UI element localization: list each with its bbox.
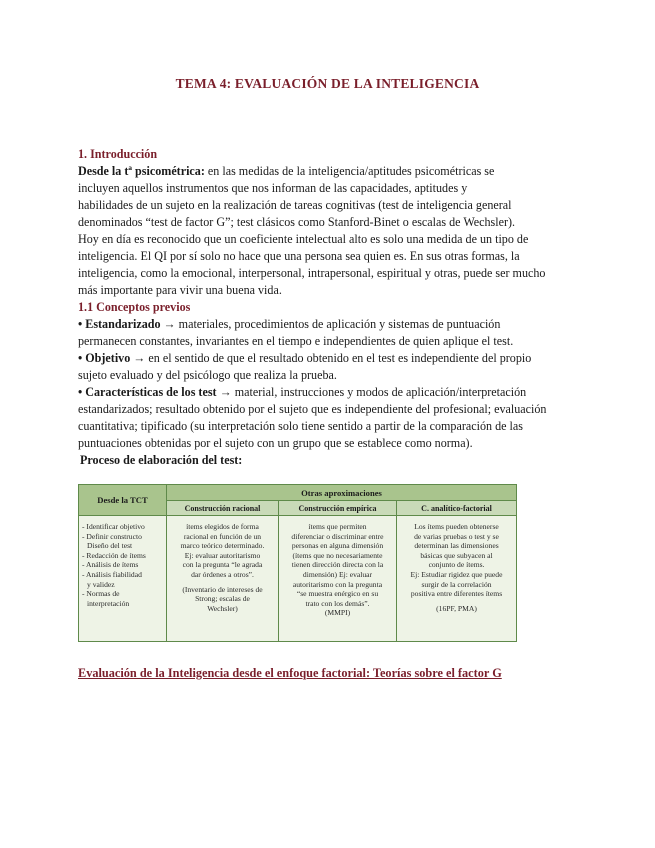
intro-line: Hoy en día es reconocido que un coeficiente intelectual alto es solo una medida de un tipo de [78,232,529,246]
intro-line: incluyen aquellos instrumentos que nos informan de las capacidades, aptitudes y [78,181,468,195]
process-table-figure [78,484,516,642]
cell-line: (MMPI) [324,608,351,618]
bullet-line: sujeto evaluado y del psicólogo que realiza la prueba. [78,368,337,382]
tct-step: - Redacción de ítems [82,550,146,560]
bullet-line: permanecen constantes, invariantes en el tiempo e independientes de quien aplique el test. [78,334,514,348]
cell-line: dar órdenes a otros”. [191,569,254,579]
cell-line: surgir de la correlación [421,579,492,589]
table-cell-tct-steps [79,516,167,642]
cell-line: ítems elegidos de forma [186,522,259,531]
tct-step: - Identificar objetivo [82,522,145,531]
bullet-bold-lead: • Características de los test [78,385,217,399]
bullet-estandarizado [78,316,582,350]
table-header-rational: Construcción racional [167,501,279,516]
tct-step: - Normas de [82,589,120,599]
cell-line: trato con los demás”. [305,598,370,608]
tct-step: - Análisis de ítems [82,560,139,570]
tct-step: interpretación [87,598,130,608]
cell-line: Ej: Estudiar rigidez que puede [410,569,503,579]
intro-line: en las medidas de la inteligencia/aptitudes psicométricas se [204,164,495,178]
table-cell-rational [167,516,279,642]
intro-line: habilidades de un sujeto en la realización de tareas cognitivas (test de inteligencia general [78,198,512,212]
tct-step: Diseño del test [87,541,133,551]
bullet-line: → materiales, procedimientos de aplicación y sistemas de puntuación [160,317,501,331]
process-table [78,484,517,642]
bullet-caracteristicas [78,384,582,452]
cell-line: determinan las dimensiones [414,541,499,551]
bullet-bold-lead: • Estandarizado [78,317,161,331]
bullet-line: → en el sentido de que el resultado obtenido en el test es independiente del propio [130,351,532,365]
tct-step: - Análisis fiabilidad [82,569,142,579]
cell-line: Ej: evaluar autoritarismo [184,550,261,560]
cell-line: conjunto de ítems. [428,560,485,570]
intro-line: denominados “test de factor G”; test clásicos como Stanford-Binet o escalas de Wechsler). [78,215,516,229]
cell-line: personas en alguna dimensión [291,541,384,551]
cell-line: (Inventario de intereses de [182,584,263,594]
cell-line: positiva entre diferentes ítems [410,589,503,599]
bullet-line: → material, instrucciones y modos de aplicación/interpretación [216,385,527,399]
cell-line: marco teórico determinado. [180,541,265,551]
table-header-empirical: Construcción empírica [279,501,397,516]
cell-content [279,516,396,620]
tct-step: y validez [87,579,115,589]
cell-line: con la pregunta “le agrada [182,560,263,570]
cell-content [79,516,166,610]
cell-line: (16PF, PMA) [436,603,477,613]
table-cell-empirical [279,516,397,642]
bullet-objetivo [78,350,582,384]
cell-line: autoritarismo con la pregunta [292,579,383,589]
intro-heading: 1. Introducción [78,147,158,161]
table-header-factorial: C. analítico-factorial [397,501,517,516]
table-header-tct: Desde la TCT [79,485,167,516]
document-body [78,146,582,469]
intro-line: inteligencia, como la emocional, interpersonal, intrapersonal, espiritual y otras, puede ser mucho [78,266,546,280]
cell-line: Los ítems pueden obtenerse [414,522,499,531]
document-title: TEMA 4: EVALUACIÓN DE LA INTELIGENCIA [175,76,480,91]
cell-line: racional en función de un [183,531,262,541]
factorial-section-heading: Evaluación de la Inteligencia desde el enfoque factorial: Teorías sobre el factor G [78,666,502,680]
cell-line: “se muestra enérgico en su [296,589,379,599]
cell-line: Strong; escalas de [195,594,250,604]
cell-line: ítems que permiten [308,522,367,531]
cell-line: básicas que subyacen al [420,550,493,560]
table-cell-factorial [397,516,517,642]
intro-bold-lead: Desde la tª psicométrica: [78,164,205,178]
cell-content [167,516,278,615]
cell-line: diferenciar o discriminar entre [291,531,384,541]
cell-line: tienen dirección directa con la [291,560,384,570]
tct-step: - Definir constructo [82,531,142,541]
cell-content [397,516,516,615]
cell-line: de varias pruebas o test y se [414,531,499,541]
bullet-line: puntuaciones obtenidas por el sujeto con un grupo que se establece como norma). [78,436,473,450]
process-heading: Proceso de elaboración del test: [80,453,243,467]
table-header-other-approaches: Otras aproximaciones [167,485,517,501]
cell-line: dimensión) Ej: evaluar [302,569,373,579]
cell-line: (ítems que no necesariamente [292,550,383,560]
bullet-line: cuantitativa; tipificado (su interpretación solo tiene sentido a partir de la comparación de las [78,419,523,433]
intro-line: inteligencia. El QI por sí solo no hace que una persona sea quien es. En sus otras formas, la [78,249,520,263]
intro-line: más importante para vivir una buena vida. [78,283,282,297]
intro-paragraph [78,163,582,299]
cell-line: Wechsler) [207,603,238,613]
bullet-line: estandarizados; resultado obtenido por el sujeto que es independiente del profesional; evaluación [78,402,547,416]
bullet-bold-lead: • Objetivo [78,351,131,365]
concepts-heading: 1.1 Conceptos previos [78,300,191,314]
